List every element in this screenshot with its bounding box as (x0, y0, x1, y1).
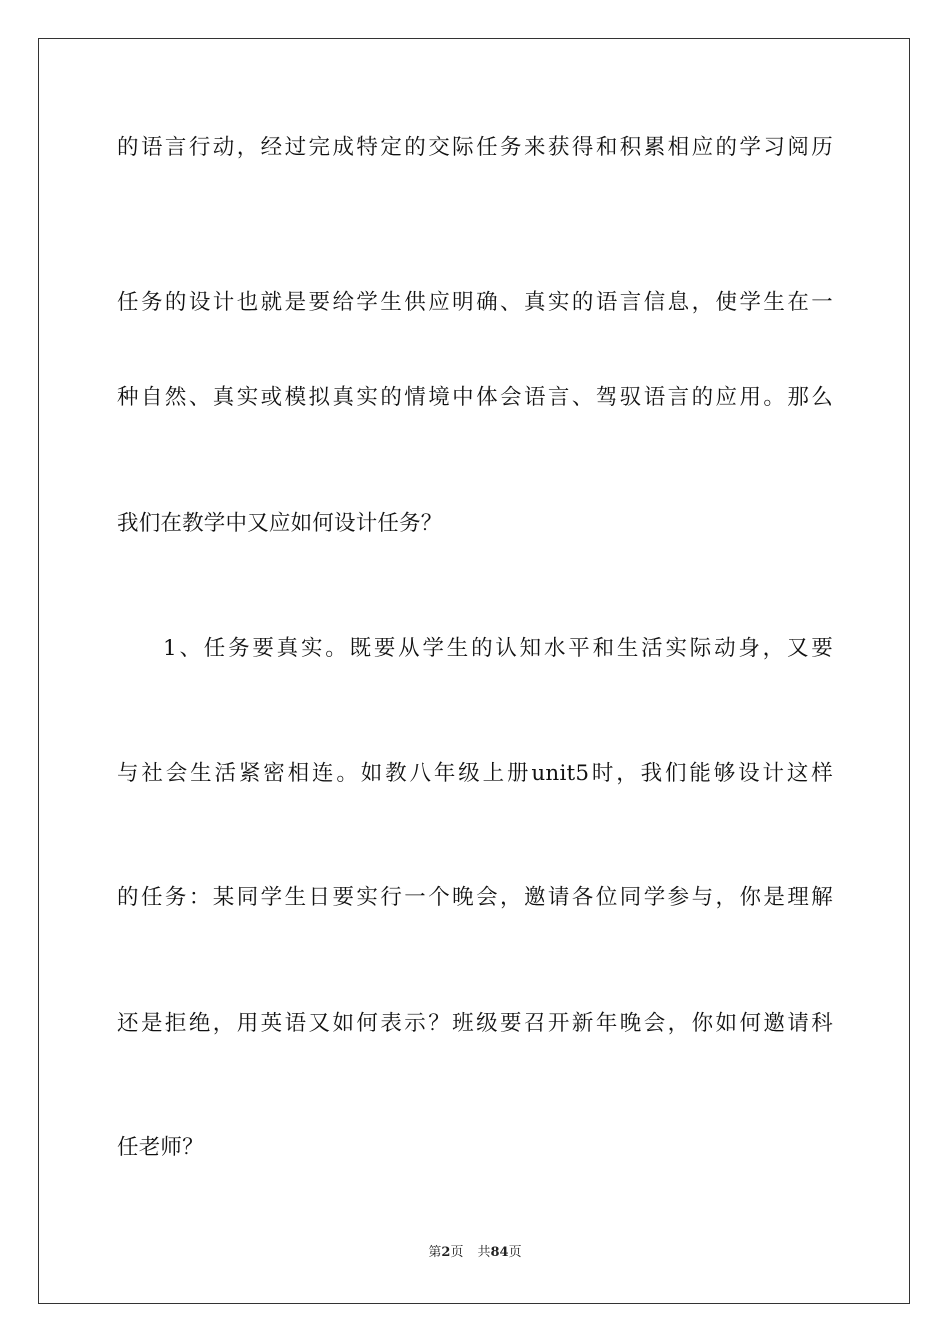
body-text-line: 还是拒绝，用英语又如何表示？班级要召开新年晚会，你如何邀请科 (117, 1011, 833, 1036)
body-text-line: 任老师？ (117, 1135, 204, 1160)
footer-total-suffix: 页 (508, 1245, 522, 1260)
paragraph-first-line: 1、任务要真实。既要从学生的认知水平和生活实际动身，又要 (163, 636, 833, 661)
footer-page-suffix: 页 (450, 1245, 464, 1260)
current-page-number: 2 (441, 1245, 451, 1260)
total-pages-number: 84 (490, 1245, 509, 1260)
body-text-line: 我们在教学中又应如何设计任务？ (117, 511, 443, 536)
body-text-line: 与社会生活紧密相连。如教八年级上册unit5时，我们能够设计这样 (117, 761, 833, 786)
body-text-line: 的任务：某同学生日要实行一个晚会，邀请各位同学参与，你是理解 (117, 885, 833, 910)
footer-prefix: 第 (428, 1245, 442, 1260)
footer-total-prefix: 共 (477, 1245, 491, 1260)
body-text-line: 任务的设计也就是要给学生供应明确、真实的语言信息，使学生在一 (117, 290, 833, 315)
page-border (38, 38, 910, 1304)
body-text-line: 的语言行动，经过完成特定的交际任务来获得和积累相应的学习阅历 (117, 135, 833, 160)
page-footer (0, 1244, 950, 1262)
body-text-line: 种自然、真实或模拟真实的情境中体会语言、驾驭语言的应用。那么 (117, 385, 833, 410)
